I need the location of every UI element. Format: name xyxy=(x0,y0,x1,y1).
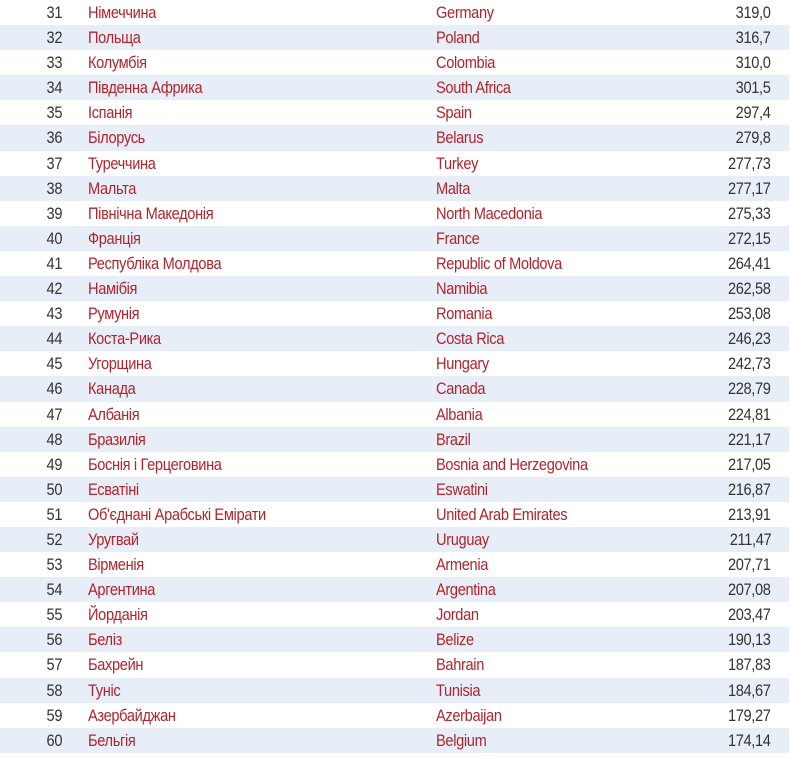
table-row xyxy=(0,502,789,527)
table-row xyxy=(0,100,789,125)
country-english-cell-text: Brazil xyxy=(436,429,471,449)
rank-cell xyxy=(0,151,62,176)
country-ukrainian-cell-text: Колумбія xyxy=(88,53,147,73)
rank-cell xyxy=(0,728,62,753)
table-row xyxy=(0,452,789,477)
value-cell xyxy=(721,351,771,376)
rank-cell-text: 38 xyxy=(46,178,62,198)
country-english-cell xyxy=(436,452,612,477)
value-cell xyxy=(721,276,771,301)
country-english-cell-text: North Macedonia xyxy=(436,203,543,223)
value-cell xyxy=(730,0,771,25)
value-cell xyxy=(721,728,771,753)
table-row xyxy=(0,75,789,100)
value-cell xyxy=(721,201,771,226)
country-english-cell xyxy=(436,703,512,728)
rank-cell-text: 56 xyxy=(46,630,62,650)
rank-cell-text: 31 xyxy=(46,3,62,22)
rank-cell xyxy=(0,452,62,477)
country-ukrainian-cell-text: Іспанія xyxy=(88,103,133,123)
rank-cell xyxy=(0,176,62,201)
rank-cell xyxy=(0,678,62,703)
country-english-cell xyxy=(436,301,501,326)
value-cell xyxy=(721,452,771,477)
table-row xyxy=(0,627,789,652)
country-ukrainian-cell xyxy=(88,502,295,527)
value-cell xyxy=(721,703,771,728)
country-ukrainian-cell-text: Коста-Рика xyxy=(88,329,161,349)
table-row xyxy=(0,678,789,703)
table-row xyxy=(0,226,789,251)
rank-cell-text: 57 xyxy=(46,655,62,675)
country-english-cell-text: Romania xyxy=(436,304,493,324)
country-english-cell xyxy=(436,577,505,602)
country-ukrainian-cell xyxy=(88,301,148,326)
value-cell xyxy=(730,100,771,125)
country-ukrainian-cell-text: Об'єднані Арабські Емірати xyxy=(88,504,266,524)
country-english-cell xyxy=(436,226,487,251)
country-english-cell xyxy=(436,728,495,753)
table-row xyxy=(0,125,789,150)
value-cell xyxy=(730,50,771,75)
rank-cell-text: 50 xyxy=(46,479,62,499)
country-english-cell-text: Bosnia and Herzegovina xyxy=(436,454,588,474)
rank-cell xyxy=(0,502,62,527)
country-ukrainian-cell xyxy=(88,151,167,176)
rank-cell-text: 52 xyxy=(46,529,62,549)
country-english-cell-text: Namibia xyxy=(436,279,488,299)
country-ukrainian-cell xyxy=(88,226,149,251)
country-ukrainian-cell-text: Південна Африка xyxy=(88,78,203,98)
rank-cell xyxy=(0,577,62,602)
country-english-cell-text: Belgium xyxy=(436,730,487,750)
country-ukrainian-cell xyxy=(88,627,128,652)
country-ukrainian-cell xyxy=(88,75,221,100)
country-ukrainian-cell xyxy=(88,577,166,602)
rank-cell-text: 41 xyxy=(46,253,62,273)
country-ukrainian-cell-text: Бахрейн xyxy=(88,655,144,675)
rank-cell xyxy=(0,477,62,502)
country-english-cell-text: Costa Rica xyxy=(436,329,505,349)
value-cell xyxy=(721,301,771,326)
country-english-cell xyxy=(436,75,523,100)
country-ukrainian-cell-text: Беліз xyxy=(88,630,123,650)
country-english-cell xyxy=(436,678,487,703)
value-cell-text: 207,08 xyxy=(728,580,771,600)
rank-cell xyxy=(0,527,62,552)
value-cell xyxy=(721,176,771,201)
value-cell-text: 179,27 xyxy=(728,705,771,725)
table-row xyxy=(0,276,789,301)
table-row xyxy=(0,552,789,577)
country-english-cell xyxy=(436,351,497,376)
rank-cell-text: 49 xyxy=(46,454,62,474)
country-ukrainian-cell xyxy=(88,552,153,577)
value-cell xyxy=(721,678,771,703)
country-english-cell xyxy=(436,402,490,427)
country-english-cell-text: South Africa xyxy=(436,78,511,98)
rank-cell-text: 48 xyxy=(46,429,62,449)
value-cell xyxy=(721,552,771,577)
value-cell-text: 310,0 xyxy=(736,53,771,73)
value-cell-text: 275,33 xyxy=(728,203,771,223)
country-english-cell-text: Malta xyxy=(436,178,471,198)
table-row xyxy=(0,201,789,226)
rank-cell-text: 34 xyxy=(46,78,62,98)
rank-cell-text: 60 xyxy=(46,730,62,750)
country-ukrainian-cell xyxy=(88,100,139,125)
value-cell-text: 207,71 xyxy=(728,555,771,575)
value-cell-text: 246,23 xyxy=(728,329,771,349)
value-cell xyxy=(721,627,771,652)
rank-cell xyxy=(0,125,62,150)
rank-cell xyxy=(0,251,62,276)
country-ukrainian-cell-text: Румунія xyxy=(88,304,140,324)
rank-cell-text: 39 xyxy=(46,203,62,223)
rank-cell xyxy=(0,326,62,351)
country-ukrainian-cell xyxy=(88,652,152,677)
country-english-cell-text: Belize xyxy=(436,630,474,650)
rank-cell-text: 32 xyxy=(46,28,62,48)
rank-cell-text: 51 xyxy=(46,504,62,524)
country-ukrainian-cell-text: Албанія xyxy=(88,404,140,424)
value-cell xyxy=(721,427,771,452)
rank-cell xyxy=(0,351,62,376)
rank-cell xyxy=(0,627,62,652)
country-ukrainian-cell-text: Боснія і Герцеговина xyxy=(88,454,222,474)
value-cell-text: 277,17 xyxy=(728,178,771,198)
country-ukrainian-cell-text: Намібія xyxy=(88,279,138,299)
country-ukrainian-cell-text: Вірменія xyxy=(88,555,144,575)
country-english-cell xyxy=(436,201,559,226)
value-cell xyxy=(721,652,771,677)
value-cell xyxy=(721,151,771,176)
country-english-cell xyxy=(436,527,497,552)
country-ukrainian-cell-text: Уругвай xyxy=(88,529,139,549)
country-ukrainian-cell xyxy=(88,125,154,150)
table-row xyxy=(0,527,789,552)
country-ukrainian-cell xyxy=(88,402,148,427)
country-english-cell-text: Albania xyxy=(436,404,483,424)
rank-cell xyxy=(0,652,62,677)
country-ukrainian-cell-text: Північна Македонія xyxy=(88,203,214,223)
country-ukrainian-cell-text: Бразилія xyxy=(88,429,146,449)
table-row xyxy=(0,703,789,728)
country-ukrainian-cell-text: Франція xyxy=(88,228,141,248)
country-english-cell-text: Tunisia xyxy=(436,680,481,700)
country-english-cell xyxy=(436,100,477,125)
country-ukrainian-cell xyxy=(88,452,243,477)
rank-cell xyxy=(0,276,62,301)
rank-cell-text: 43 xyxy=(46,304,62,324)
country-english-cell-text: Germany xyxy=(436,3,494,22)
country-english-cell xyxy=(436,50,505,75)
country-english-cell xyxy=(436,552,497,577)
rank-cell-text: 59 xyxy=(46,705,62,725)
country-ukrainian-cell xyxy=(88,176,144,201)
value-cell-text: 184,67 xyxy=(728,680,771,700)
country-ukrainian-cell xyxy=(88,703,190,728)
rank-cell xyxy=(0,376,62,401)
country-ukrainian-cell-text: Бельгія xyxy=(88,730,136,750)
value-cell-text: 253,08 xyxy=(728,304,771,324)
rank-cell-text: 36 xyxy=(46,128,62,148)
country-english-cell xyxy=(436,477,496,502)
value-cell xyxy=(721,577,771,602)
rank-cell xyxy=(0,25,62,50)
rank-cell-text: 37 xyxy=(46,153,62,173)
rank-cell-text: 54 xyxy=(46,580,62,600)
value-cell xyxy=(721,226,771,251)
country-english-cell xyxy=(436,276,496,301)
rank-cell xyxy=(0,552,62,577)
value-cell-text: 221,17 xyxy=(728,429,771,449)
country-ukrainian-cell xyxy=(88,25,149,50)
country-english-cell-text: United Arab Emirates xyxy=(436,504,568,524)
country-ukrainian-cell-text: Азербайджан xyxy=(88,705,176,725)
country-ukrainian-cell-text: Есватіні xyxy=(88,479,139,499)
country-ukrainian-cell xyxy=(88,251,243,276)
table-row xyxy=(0,652,789,677)
country-ukrainian-cell xyxy=(88,477,147,502)
country-english-cell-text: Argentina xyxy=(436,580,496,600)
rank-cell xyxy=(0,226,62,251)
value-cell-text: 242,73 xyxy=(728,354,771,374)
country-english-cell-text: Bahrain xyxy=(436,655,484,675)
country-ukrainian-cell xyxy=(88,0,167,25)
rank-cell xyxy=(0,703,62,728)
country-ukrainian-cell xyxy=(88,527,147,552)
country-english-cell-text: Spain xyxy=(436,103,472,123)
country-english-cell xyxy=(436,251,582,276)
value-cell-text: 228,79 xyxy=(728,379,771,399)
country-english-cell-text: Armenia xyxy=(436,555,489,575)
country-ukrainian-cell-text: Білорусь xyxy=(88,128,145,148)
value-cell xyxy=(721,376,771,401)
country-english-cell xyxy=(436,176,476,201)
country-ukrainian-cell-text: Німеччина xyxy=(88,3,157,22)
table-row xyxy=(0,0,789,25)
country-english-cell-text: Belarus xyxy=(436,128,484,148)
country-english-cell-text: Canada xyxy=(436,379,486,399)
country-ukrainian-cell-text: Йорданія xyxy=(88,605,148,625)
country-ukrainian-cell-text: Туреччина xyxy=(88,153,156,173)
rank-cell-text: 46 xyxy=(46,379,62,399)
rank-cell xyxy=(0,0,62,25)
value-cell-text: 187,83 xyxy=(728,655,771,675)
table-row xyxy=(0,151,789,176)
rank-cell xyxy=(0,602,62,627)
rank-cell xyxy=(0,201,62,226)
rank-cell-text: 58 xyxy=(46,680,62,700)
value-cell-text: 213,91 xyxy=(728,504,771,524)
country-ukrainian-cell-text: Угорщина xyxy=(88,354,152,374)
value-cell-text: 203,47 xyxy=(728,605,771,625)
table-row xyxy=(0,577,789,602)
country-ukrainian-cell xyxy=(88,602,157,627)
rank-cell-text: 42 xyxy=(46,279,62,299)
rank-cell xyxy=(0,100,62,125)
table-row xyxy=(0,251,789,276)
table-row xyxy=(0,50,789,75)
value-cell-text: 279,8 xyxy=(736,128,771,148)
value-cell xyxy=(721,477,771,502)
country-ukrainian-cell-text: Республіка Молдова xyxy=(88,253,222,273)
country-ukrainian-cell xyxy=(88,728,143,753)
country-ukrainian-cell-text: Аргентина xyxy=(88,580,156,600)
rank-cell-text: 44 xyxy=(46,329,62,349)
table-row xyxy=(0,376,789,401)
value-cell-text: 272,15 xyxy=(728,228,771,248)
country-ukrainian-cell xyxy=(88,50,156,75)
table-row xyxy=(0,25,789,50)
country-english-cell xyxy=(436,25,487,50)
value-cell-text: 224,81 xyxy=(728,404,771,424)
table-row xyxy=(0,402,789,427)
country-english-cell-text: Turkey xyxy=(436,153,479,173)
rank-cell-text: 53 xyxy=(46,555,62,575)
country-ukrainian-cell xyxy=(88,326,173,351)
rank-cell-text: 55 xyxy=(46,605,62,625)
country-english-cell-text: Jordan xyxy=(436,605,479,625)
country-english-cell-text: Azerbaijan xyxy=(436,705,502,725)
value-cell-text: 264,41 xyxy=(728,253,771,273)
value-cell-text: 277,73 xyxy=(728,153,771,173)
country-english-cell-text: France xyxy=(436,228,480,248)
country-ukrainian-cell-text: Туніс xyxy=(88,680,121,700)
country-english-cell xyxy=(436,326,515,351)
country-ukrainian-cell xyxy=(88,276,145,301)
rank-cell xyxy=(0,301,62,326)
rank-cell-text: 47 xyxy=(46,404,62,424)
country-english-cell-text: Poland xyxy=(436,28,480,48)
value-cell-text: 262,58 xyxy=(728,279,771,299)
value-cell xyxy=(721,402,771,427)
table-row xyxy=(0,326,789,351)
value-cell-text: 216,87 xyxy=(728,479,771,499)
country-english-cell-text: Uruguay xyxy=(436,529,489,549)
rank-cell xyxy=(0,75,62,100)
rank-cell-text: 33 xyxy=(46,53,62,73)
value-cell-text: 316,7 xyxy=(736,28,771,48)
value-cell-text: 297,4 xyxy=(736,103,771,123)
country-english-cell xyxy=(436,652,492,677)
country-ukrainian-cell xyxy=(88,201,234,226)
rank-cell xyxy=(0,427,62,452)
table-row xyxy=(0,301,789,326)
rank-cell-text: 40 xyxy=(46,228,62,248)
value-cell-text: 319,0 xyxy=(736,3,771,22)
country-ukrainian-cell-text: Мальта xyxy=(88,178,137,198)
rank-cell-text: 45 xyxy=(46,354,62,374)
country-ukrainian-cell xyxy=(88,678,126,703)
value-cell xyxy=(721,251,771,276)
country-english-cell-text: Republic of Moldova xyxy=(436,253,562,273)
table-row xyxy=(0,351,789,376)
value-cell xyxy=(730,125,771,150)
value-cell-text: 190,13 xyxy=(728,630,771,650)
country-english-cell xyxy=(436,427,476,452)
value-cell xyxy=(730,25,771,50)
country-english-cell-text: Hungary xyxy=(436,354,489,374)
value-cell xyxy=(723,527,771,552)
country-english-cell xyxy=(436,125,491,150)
country-ukrainian-cell xyxy=(88,427,155,452)
value-cell xyxy=(721,502,771,527)
rank-cell xyxy=(0,50,62,75)
value-cell-text: 217,05 xyxy=(728,454,771,474)
country-english-cell-text: Colombia xyxy=(436,53,496,73)
country-english-cell xyxy=(436,0,503,25)
table-row xyxy=(0,427,789,452)
rank-cell xyxy=(0,402,62,427)
value-cell xyxy=(721,602,771,627)
country-english-cell xyxy=(436,627,480,652)
country-ukrainian-cell-text: Канада xyxy=(88,379,136,399)
value-cell xyxy=(730,75,771,100)
country-ukrainian-cell xyxy=(88,351,162,376)
table-row xyxy=(0,477,789,502)
country-english-cell xyxy=(436,151,485,176)
country-english-cell xyxy=(436,502,589,527)
value-cell xyxy=(721,326,771,351)
table-row xyxy=(0,602,789,627)
value-cell-text: 211,47 xyxy=(729,529,771,549)
country-ukrainian-cell-text: Польща xyxy=(88,28,141,48)
country-english-cell-text: Eswatini xyxy=(436,479,488,499)
country-english-cell xyxy=(436,602,486,627)
table-row xyxy=(0,176,789,201)
table-row xyxy=(0,728,789,753)
rank-cell-text: 35 xyxy=(46,103,62,123)
country-ukrainian-cell xyxy=(88,376,143,401)
value-cell-text: 174,14 xyxy=(728,730,771,750)
value-cell-text: 301,5 xyxy=(736,78,771,98)
country-english-cell xyxy=(436,376,493,401)
